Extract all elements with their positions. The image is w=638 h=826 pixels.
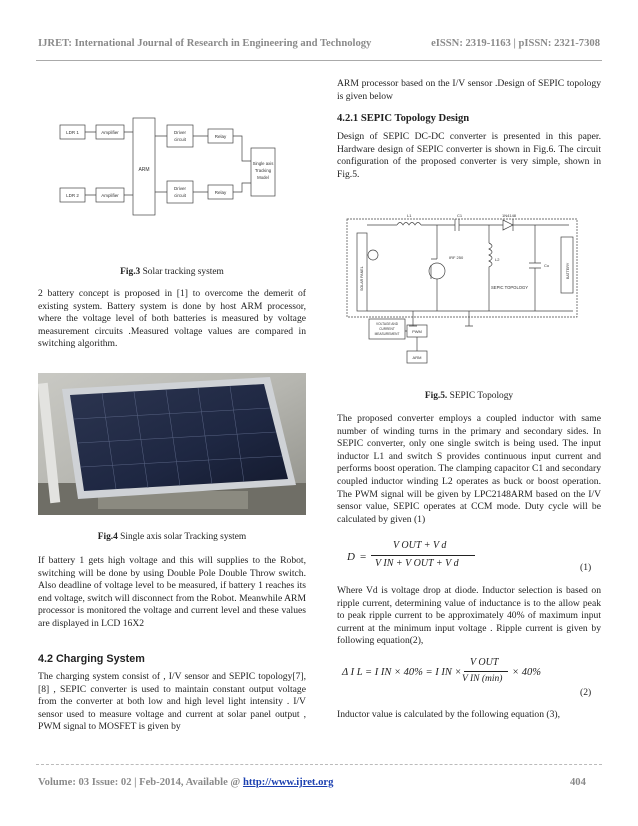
fig3-ldr2: LDR 2 xyxy=(66,193,79,198)
issn: eISSN: 2319-1163 | pISSN: 2321-7308 xyxy=(431,38,600,49)
page-footer xyxy=(38,777,600,788)
eq2-tail: × 40% xyxy=(512,667,541,678)
fig5-arm: ARM xyxy=(412,355,422,360)
right-para-design: Design of SEPIC DC-DC converter is presented in this paper. Hardware design of SEPIC converter is shown in Fig.6. The circuit configuration of the proposed converter is very simple, shown in Fig.5. xyxy=(337,131,601,180)
fig5-topology: SEPIC TOPOLOGY xyxy=(491,285,529,290)
right-para-converter: The proposed converter employs a coupled inductor with same number of winding turns in the primary and secondary sides. In SEPIC converter, only one single switch is being used. The input inductor L1 and switch S provides continuous input current and performs boost operation. The clamping capacitor C1 and secondary coupled inductor winding L2 operates as buck or boost operation. The PWM signal will be given by LPC2148ARM based on the I/V sensor value, SEPIC operates at CCM mode. Duty cycle will be calculated by given (1) xyxy=(337,413,601,525)
fig5-l2: L2 xyxy=(495,257,500,262)
right-para-inductor: Inductor value is calculated by the following equation (3), xyxy=(337,709,560,720)
section-heading-4-2: 4.2 Charging System xyxy=(38,653,145,665)
fig3-model-c: Model xyxy=(257,175,269,180)
fig5-caption-text: SEPIC Topology xyxy=(447,391,514,401)
fig3-amp2: Amplifier xyxy=(101,193,119,198)
fig4-caption xyxy=(38,531,306,544)
fig5-vsense-b: CURRENT xyxy=(379,327,395,331)
left-para-3: The charging system consist of , I/V sensor and SEPIC topology[7],[8] , SEPIC converter is used to maintain constant output voltage from the converter at both low and high level light intensity . I/V sensor used to measure voltage and current at solar panel output , PWM signal to MOSFET is given by xyxy=(38,671,306,733)
journal-title: IJRET: International Journal of Research in Engineering and Technology xyxy=(38,38,372,49)
page-number: 404 xyxy=(570,777,586,788)
fig5-co: Co xyxy=(544,263,550,268)
fig3-arm: ARM xyxy=(138,167,150,173)
fig4-caption-label: Fig.4 xyxy=(97,532,118,542)
eq2-numerator: V OUT xyxy=(470,657,499,668)
footer-link[interactable]: http://www.ijret.org xyxy=(242,777,334,788)
fig3-driver2-b: circuit xyxy=(174,193,186,198)
eq1-number: (1) xyxy=(580,562,592,573)
fig5-diode: 1N4148 xyxy=(502,213,517,218)
fig3-caption-label: Fig.3 xyxy=(120,267,141,277)
fig3-driver2-a: Driver xyxy=(174,186,186,191)
fig5-vsense-a: VOLTAGE AND xyxy=(375,322,399,326)
journal-header xyxy=(38,38,600,49)
eq1-lhs: D xyxy=(347,551,355,563)
eq2-number: (2) xyxy=(580,687,592,698)
fig5-caption-label: Fig.5. xyxy=(424,391,448,401)
fig3-amp1: Amplifier xyxy=(101,130,119,135)
right-para-top: ARM processor based on the I/V sensor .Design of SEPIC topology is given below xyxy=(337,78,601,102)
equation-1: D = V OUT + V d V IN + V OUT + V d xyxy=(345,540,525,574)
eq2-denominator: V IN (min) xyxy=(462,674,503,684)
fig3-driver1-b: circuit xyxy=(174,137,186,142)
fig5-pwm: PWM xyxy=(412,329,422,334)
fig3-block-diagram xyxy=(56,113,306,248)
eq1-numerator: V OUT + V d xyxy=(393,540,447,551)
fig3-driver1-a: Driver xyxy=(174,130,186,135)
fig3-caption xyxy=(38,266,306,279)
equation-2 xyxy=(342,654,572,690)
fig5-c1: C1 xyxy=(457,213,463,218)
fig4-caption-text: Single axis solar Tracking system xyxy=(117,532,247,542)
fig3-caption-text: Solar tracking system xyxy=(140,267,224,277)
fig5-caption xyxy=(337,390,601,403)
subsection-heading-4-2-1: 4.2.1 SEPIC Topology Design xyxy=(337,113,470,124)
fig3-relay2: Relay xyxy=(214,190,227,195)
fig5-solar-panel: SOLAR PANEL xyxy=(360,266,364,291)
fig5-sepic-schematic xyxy=(345,213,585,371)
fig5-vsense-c: MEASUREMENT xyxy=(374,332,400,336)
left-para-1: 2 battery concept is proposed in [1] to overcome the demerit of existing system. Battery system is done by host ARM processor, where the voltage level of both batteries is measured by voltage measurement circuits .Measured voltage values are compared in switching algorithm. xyxy=(38,288,306,350)
fig3-model-a: Single axis xyxy=(252,161,274,166)
right-para-vd: Where Vd is voltage drop at diode. Inductor selection is based on ripple current, determining value of inductance is to the allow peak to peak ripple current to be approximately 40% of maximum input current at the minimum input voltage . Ripple current is given by following equation(2), xyxy=(337,585,601,647)
left-para-2: If battery 1 gets high voltage and this will supplies to the Robot, switching will be done by using Double Pole Double Throw switch. Also deadline of voltage level to be measured, if battery 1 reaches its end voltage, switch will disconnect from the Robot. Meanwhile ARM processor is monitored the voltage and current level and these values are displayed in LCD 16X2 xyxy=(38,555,306,629)
footer-rule xyxy=(36,764,602,765)
fig3-ldr1: LDR 1 xyxy=(66,130,79,135)
fig5-mosfet: IRF 250 xyxy=(449,255,464,260)
fig5-l1: L1 xyxy=(407,213,412,218)
fig3-model-b: Tracking xyxy=(254,168,272,173)
header-rule xyxy=(36,60,602,61)
fig4-solar-panel-photo xyxy=(38,373,306,515)
fig3-relay1: Relay xyxy=(214,134,227,139)
eq1-denominator: V IN + V OUT + V d xyxy=(375,558,459,569)
footer-volume: Volume: 03 Issue: 02 | Feb-2014, Available @ xyxy=(38,777,241,788)
eq2-lhs: Δ I L = I IN × 40% = I IN × xyxy=(342,667,462,678)
fig5-battery: BATTERY xyxy=(566,262,570,279)
